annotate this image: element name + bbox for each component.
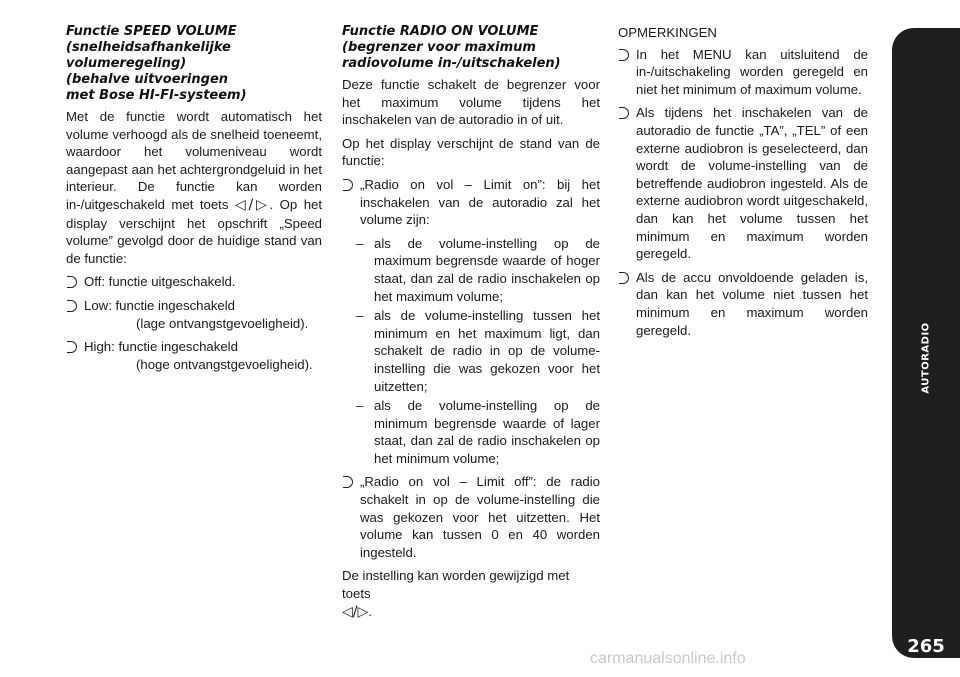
list-item xyxy=(66,338,322,373)
heading-line: Functie SPEED VOLUME xyxy=(66,24,237,39)
list-item xyxy=(342,176,600,229)
column-speed-volume xyxy=(66,24,322,379)
dash-marker: – xyxy=(356,308,364,324)
paragraph-radio-on-change xyxy=(342,567,600,621)
text: als de volume-instelling tussen het minimum en het maximum ligt, dan schakelt de radio in op de volume-instelling die was gekozen voor het uitzetten; xyxy=(374,308,600,394)
text: In het MENU kan uitsluitend de in-/uitschakeling worden geregeld en niet het minimum of maximum volume. xyxy=(636,46,868,97)
heading-line: (snelheidsafhankelijke xyxy=(66,40,231,55)
page-number: 265 xyxy=(907,636,945,657)
text: (lage ontvangstgevoeligheid). xyxy=(136,315,309,331)
watermark: carmanualsonline.info xyxy=(590,650,746,667)
chapter-side-tab xyxy=(892,28,960,658)
text: (hoge ontvangstgevoeligheid). xyxy=(136,356,313,372)
section-heading-speed-volume xyxy=(66,24,322,104)
text: . Op het display verschijnt het opschrift „Speed volume” gevolgd door de huidige stand van de functie: xyxy=(66,196,323,266)
heading-line: (behalve uitvoeringen xyxy=(66,72,229,87)
text: Als tijdens het inschakelen van de autoradio de functie „TA”, „TEL” of een externe audiobron is geselecteerd, dan wordt de volume-instelling van de betreffende audiobron ingesteld. Als de externe audiobron wordt uitgeschakeld, dan kan het volume tussen het minimum en maximum worden geregeld. xyxy=(636,105,868,262)
radio-on-sublist xyxy=(342,235,600,468)
text: Low: functie ingeschakeld xyxy=(84,297,236,313)
heading-line: radiovolume in-/uitschakelen) xyxy=(342,56,561,71)
paragraph-speed-volume-intro xyxy=(66,108,322,267)
sub-list-item xyxy=(342,397,600,467)
list-item xyxy=(66,273,322,291)
list-item xyxy=(342,473,600,561)
arrow-left-right-icon: ◁/▷ xyxy=(234,196,270,213)
column-radio-on-volume xyxy=(342,24,600,627)
column-notes xyxy=(618,24,868,345)
paragraph-radio-on-display: Op het display verschijnt de stand van de functie: xyxy=(342,135,600,169)
heading-line: (begrenzer voor maximum xyxy=(342,40,536,55)
radio-on-options xyxy=(342,176,600,229)
text: Als de accu onvoldoende geladen is, dan kan het volume niet tussen het minimum en maximum worden geregeld. xyxy=(636,269,868,338)
text: „Radio on vol – Limit off”: de radio schakelt in op de volume-instelling die was gekozen voor het uitzetten. Het volume kan tussen 0 en 40 worden ingesteld. xyxy=(360,474,600,560)
list-item xyxy=(618,269,868,339)
list-item xyxy=(66,297,322,332)
text: als de volume-instelling op de maximum begrensde waarde of hoger staat, dan zal de radio inschakelen op het maximum volume; xyxy=(374,235,600,304)
dash-marker: – xyxy=(356,235,364,251)
speed-volume-options xyxy=(66,273,322,373)
list-item xyxy=(618,46,868,99)
chapter-label: AUTORADIO xyxy=(920,322,932,394)
notes-list xyxy=(618,46,868,340)
text: als de volume-instelling op de minimum begrensde waarde of lager staat, dan zal de radio inschakelen op het minimum volume; xyxy=(374,398,600,466)
dash-marker: – xyxy=(356,398,364,414)
heading-line: volumeregeling) xyxy=(66,56,187,71)
text: De instelling kan worden gewijzigd met toets xyxy=(342,568,570,602)
arrow-left-right-icon: ◁/▷ xyxy=(342,603,369,620)
text: High: functie ingeschakeld xyxy=(84,339,238,355)
text: Off: functie uitgeschakeld. xyxy=(84,274,236,290)
text: . xyxy=(368,603,372,619)
notes-title: OPMERKINGEN xyxy=(618,25,717,40)
text: „Radio on vol – Limit on”: bij het inschakelen van de autoradio zal het volume zijn: xyxy=(360,176,600,228)
sub-list-item xyxy=(342,307,600,395)
text: Met de functie wordt automatisch het volume verhoogd als de snelheid toeneemt, waardoor het volumeniveau wordt aangepast aan het achtergrondgeluid in het interieur. De functie kan worden in-/uitgeschakeld met toets xyxy=(66,109,322,212)
list-item xyxy=(618,104,868,262)
paragraph-radio-on-intro: Deze functie schakelt de begrenzer voor het maximum volume tijdens het inschakelen van de autoradio in of uit. xyxy=(342,77,600,128)
heading-line: met Bose HI-FI-systeem) xyxy=(66,88,247,103)
radio-off-options xyxy=(342,473,600,561)
sub-list-item xyxy=(342,235,600,305)
heading-line: Functie RADIO ON VOLUME xyxy=(342,24,539,39)
section-heading-radio-on-volume xyxy=(342,24,600,72)
